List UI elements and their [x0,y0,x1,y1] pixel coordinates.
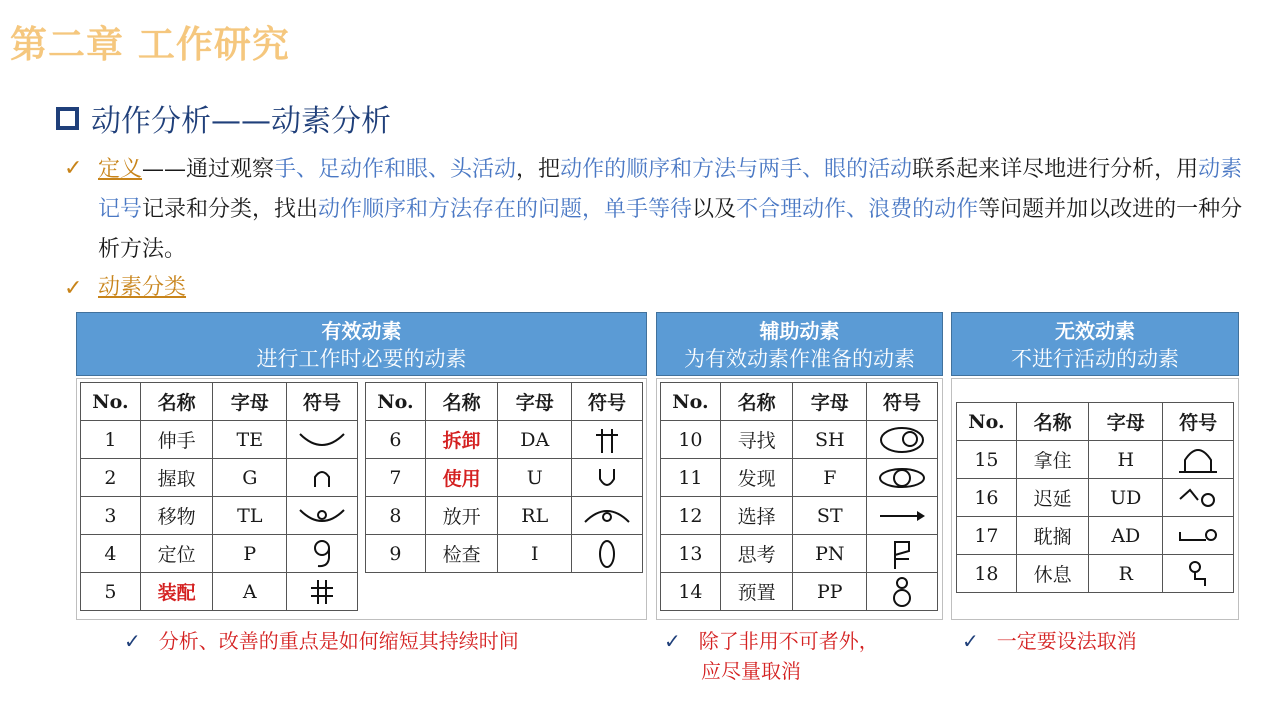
table-header-row [81,383,358,421]
cell-symbol [287,535,358,573]
cell-letter: PN [793,535,867,573]
table-row [957,517,1234,555]
table-row [661,535,938,573]
cell-letter: AD [1089,517,1163,555]
effective-table-a [80,382,358,611]
cell-letter: I [498,535,572,573]
table-row [81,535,358,573]
ineffective-group-title: 无效动素 [1055,319,1135,343]
auxiliary-note-line1: 除了非用不可者外， [698,629,879,653]
cell-letter: RL [498,497,572,535]
col-symbol: 符号 [1163,403,1234,441]
definition-text-1: ——通过观察 [142,157,275,182]
plan-icon [889,537,915,571]
checkmark-icon: ✓ [64,156,83,181]
col-no: No. [366,383,426,421]
cell-name: 休息 [1016,555,1089,593]
table-row [661,421,938,459]
cell-no: 3 [81,497,141,535]
cell-letter: TE [213,421,287,459]
table-row [957,441,1234,479]
table-row [81,421,358,459]
position-icon [308,538,336,570]
cell-letter: P [213,535,287,573]
cell-no: 10 [661,421,721,459]
ineffective-table [956,402,1234,593]
table-row [366,421,643,459]
effective-group-subtitle: 进行工作时必要的动素 [256,347,467,371]
cell-no: 13 [661,535,721,573]
cell-symbol [1163,441,1234,479]
cell-name: 伸手 [140,421,213,459]
cell-symbol [867,535,938,573]
cell-letter: PP [793,573,867,611]
definition-text-5: 以及 [692,197,737,222]
auxiliary-note [664,626,879,686]
auxiliary-group-header [656,312,943,376]
ineffective-note [962,626,1137,656]
cell-symbol [1163,517,1234,555]
col-no: No. [957,403,1017,441]
cell-no: 12 [661,497,721,535]
hold-icon [1175,444,1221,476]
col-symbol: 符号 [867,383,938,421]
table-row [366,497,643,535]
table-row [661,497,938,535]
cell-letter: DA [498,421,572,459]
cell-letter: UD [1089,479,1163,517]
definition-emph-2: 动作的顺序和方法与两手、眼的活动 [560,157,913,182]
square-bullet-icon [56,107,79,130]
cell-symbol [572,459,643,497]
cell-name: 握取 [140,459,213,497]
cell-name: 检查 [425,535,498,573]
assemble-icon [309,578,335,606]
cell-letter: R [1089,555,1163,593]
effective-note [124,626,519,656]
inspect-icon [596,538,618,570]
col-name: 名称 [140,383,213,421]
ineffective-group-header [951,312,1239,376]
cell-name: 使用 [425,459,498,497]
cell-symbol [867,421,938,459]
grasp-icon [307,465,337,491]
table-row [81,573,358,611]
cell-symbol [1163,555,1234,593]
col-name: 名称 [720,383,793,421]
definition-emph-5: 不合理动作、浪费的动作 [736,197,979,222]
chapter-title: 第二章 工作研究 [10,23,290,66]
table-row [81,459,358,497]
cell-symbol [867,497,938,535]
ineffective-note-text: 一定要设法取消 [996,629,1137,653]
cell-no: 16 [957,479,1017,517]
definition-emph-4: 动作顺序和方法存在的问题，单手等待 [318,197,693,222]
cell-name: 思考 [720,535,793,573]
select-arrow-icon [877,508,927,524]
cell-letter: TL [213,497,287,535]
transport-loaded-icon [297,504,347,528]
col-no: No. [81,383,141,421]
cell-name: 拆卸 [425,421,498,459]
cell-name: 装配 [140,573,213,611]
cell-name: 拿住 [1016,441,1089,479]
cell-symbol [287,573,358,611]
cell-name: 定位 [140,535,213,573]
cell-letter: U [498,459,572,497]
definition-paragraph [98,150,1248,270]
cell-no: 15 [957,441,1017,479]
cell-no: 8 [366,497,426,535]
cell-no: 5 [81,573,141,611]
ineffective-group-subtitle: 不进行活动的动素 [1011,347,1179,371]
release-load-icon [582,504,632,528]
cell-no: 11 [661,459,721,497]
col-symbol: 符号 [572,383,643,421]
use-icon [594,465,620,491]
cell-letter: A [213,573,287,611]
cell-letter: G [213,459,287,497]
auxiliary-note-line2: 应尽量取消 [701,659,801,683]
checkmark-icon: ✓ [664,629,681,653]
transport-empty-icon [297,428,347,452]
cell-name: 耽搁 [1016,517,1089,555]
cell-symbol [572,535,643,573]
cell-no: 9 [366,535,426,573]
unavoidable-delay-icon [1176,485,1220,511]
definition-term: 定义 [98,157,143,182]
definition-text-2: ，把 [516,157,561,182]
checkmark-icon: ✓ [64,276,83,301]
cell-name: 寻找 [720,421,793,459]
effective-note-text: 分析、改善的重点是如何缩短其持续时间 [158,629,519,653]
table-row [366,535,643,573]
cell-symbol [867,573,938,611]
table-row [661,573,938,611]
cell-symbol [572,421,643,459]
definition-emph-3: 动素记号 [98,157,1243,222]
cell-no: 1 [81,421,141,459]
cell-letter: SH [793,421,867,459]
disassemble-icon [594,425,620,455]
rest-icon [1183,559,1213,589]
table-row [366,459,643,497]
cell-no: 7 [366,459,426,497]
cell-no: 17 [957,517,1017,555]
cell-no: 4 [81,535,141,573]
cell-no: 14 [661,573,721,611]
auxiliary-group-subtitle: 为有效动素作准备的动素 [684,347,915,371]
definition-text-6: 等问题并加以改进的一种分析方法。 [98,197,1243,262]
cell-name: 迟延 [1016,479,1089,517]
col-letter: 字母 [498,383,572,421]
col-no: No. [661,383,721,421]
cell-symbol [572,497,643,535]
cell-letter: ST [793,497,867,535]
section-title-text: 动作分析——动素分析 [91,104,391,139]
cell-symbol [867,459,938,497]
find-icon [877,465,927,491]
cell-symbol [1163,479,1234,517]
cell-name: 放开 [425,497,498,535]
cell-letter: F [793,459,867,497]
cell-no: 18 [957,555,1017,593]
avoidable-delay-icon [1176,524,1220,548]
definition-emph-1: 手、足动作和眼、头活动 [274,157,517,182]
col-letter: 字母 [793,383,867,421]
definition-text-4: 记录和分类，找出 [142,197,319,222]
table-header-row [957,403,1234,441]
col-name: 名称 [425,383,498,421]
definition-text-3: 联系起来详尽地进行分析，用 [912,157,1199,182]
section-title [56,96,391,140]
cell-no: 2 [81,459,141,497]
auxiliary-group-title: 辅助动素 [759,319,840,343]
cell-symbol [287,497,358,535]
col-letter: 字母 [213,383,287,421]
table-row [957,555,1234,593]
cell-no: 6 [366,421,426,459]
search-icon [877,425,927,455]
cell-name: 预置 [720,573,793,611]
table-row [957,479,1234,517]
cell-symbol [287,421,358,459]
checkmark-icon: ✓ [124,629,141,653]
effective-group-title: 有效动素 [321,319,402,343]
cell-name: 移物 [140,497,213,535]
cell-name: 选择 [720,497,793,535]
cell-symbol [287,459,358,497]
auxiliary-table [660,382,938,611]
table-row [81,497,358,535]
preposition-icon [890,575,914,609]
table-header-row [661,383,938,421]
checkmark-icon: ✓ [962,629,979,653]
classification-title: 动素分类 [98,275,187,300]
cell-name: 发现 [720,459,793,497]
col-name: 名称 [1016,403,1089,441]
effective-group-header [76,312,647,376]
table-header-row [366,383,643,421]
col-letter: 字母 [1089,403,1163,441]
table-row [661,459,938,497]
effective-table-b [365,382,643,573]
cell-letter: H [1089,441,1163,479]
col-symbol: 符号 [287,383,358,421]
